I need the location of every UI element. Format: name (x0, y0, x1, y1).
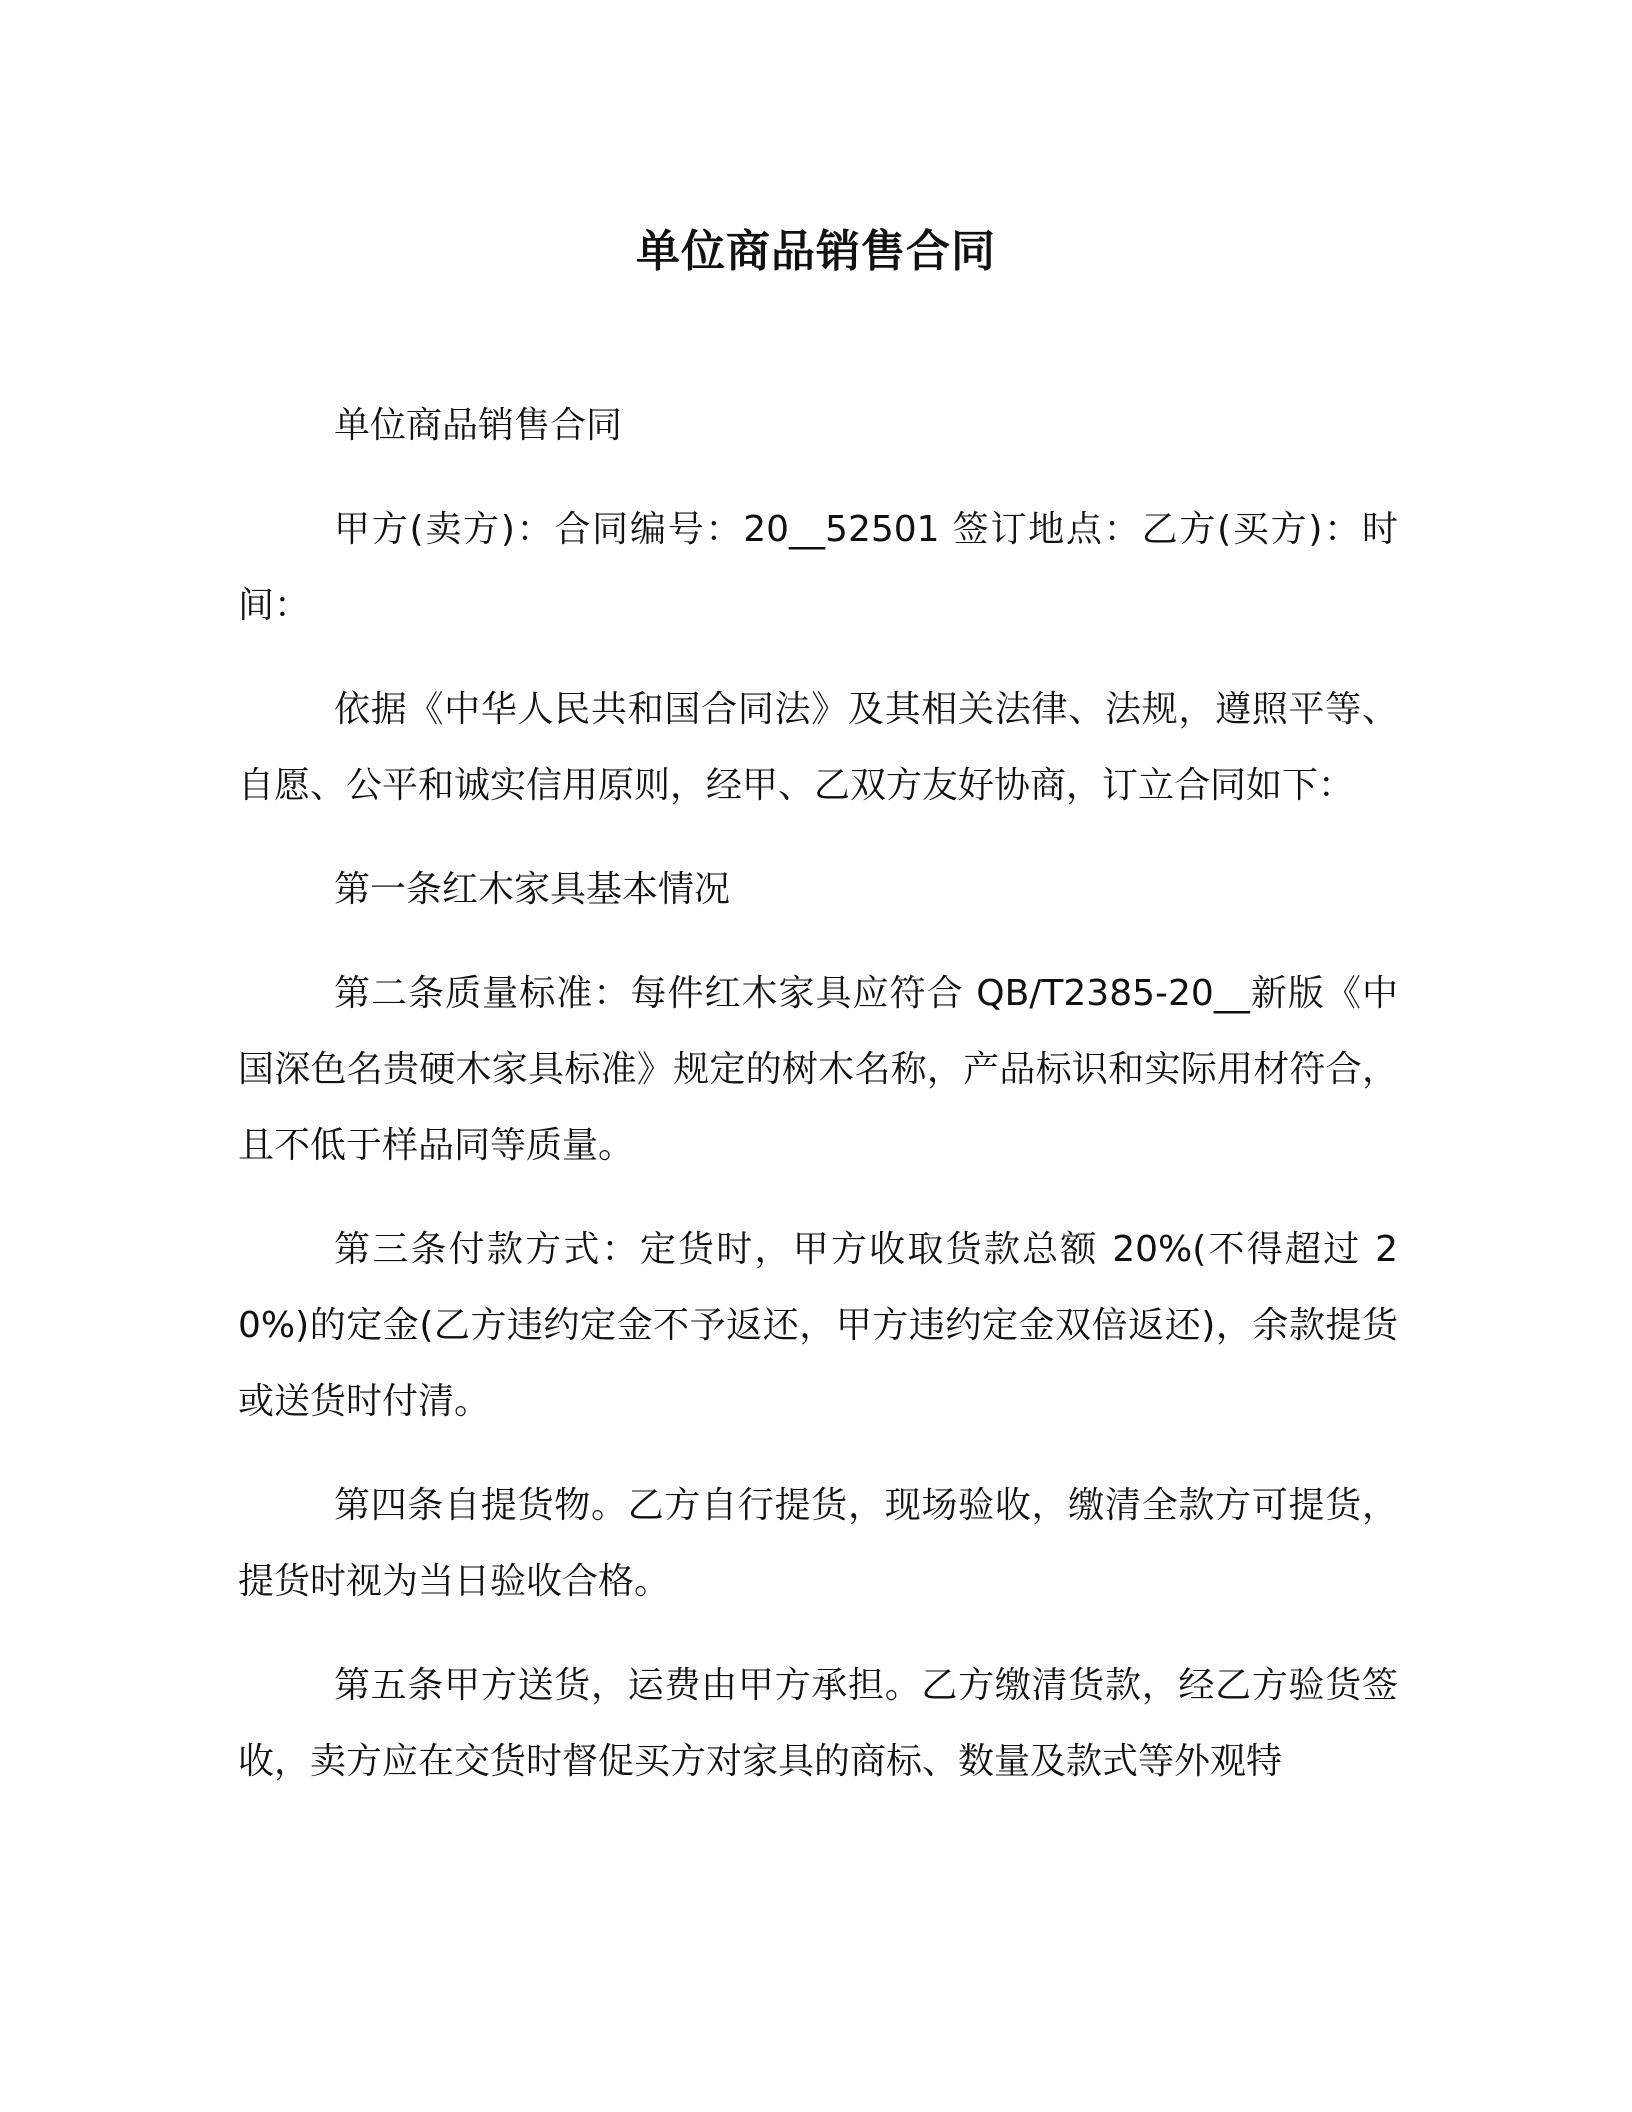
paragraph-article-1: 第一条红木家具基本情况 (334, 869, 731, 910)
paragraph-article-2: 第二条质量标准：每件红木家具应符合 QB/T2385-20__新版《中国深色名贵硬木家具标准》规定的树木名称，产品标识和实际用材符合，且不低于样品同等质量。 (238, 973, 1398, 1166)
paragraph-article-4: 第四条自提货物。乙方自行提货，现场验收，缴清全款方可提货，提货时视为当日验收合格。 (238, 1485, 1398, 1602)
paragraph-heading: 单位商品销售合同 (334, 405, 623, 446)
document-title: 单位商品销售合同 (636, 226, 996, 277)
paragraph-article-5: 第五条甲方送货，运费由甲方承担。乙方缴清货款，经乙方验货签收，卖方应在交货时督促买方对家具的商标、数量及款式等外观特 (238, 1665, 1398, 1782)
paragraph-preamble: 依据《中华人民共和国合同法》及其相关法律、法规，遵照平等、自愿、公平和诚实信用原则，经甲、乙双方友好协商，订立合同如下： (238, 689, 1398, 806)
paragraph-article-3: 第三条付款方式：定货时，甲方收取货款总额 20%(不得超过 20%)的定金(乙方违约定金不予返还，甲方违约定金双倍返还)，余款提货或送货时付清。 (238, 1229, 1398, 1422)
document-body (238, 388, 1398, 1828)
paragraph-parties: 甲方(卖方)：合同编号：20__52501 签订地点：乙方(买方)：时间： (238, 509, 1398, 626)
